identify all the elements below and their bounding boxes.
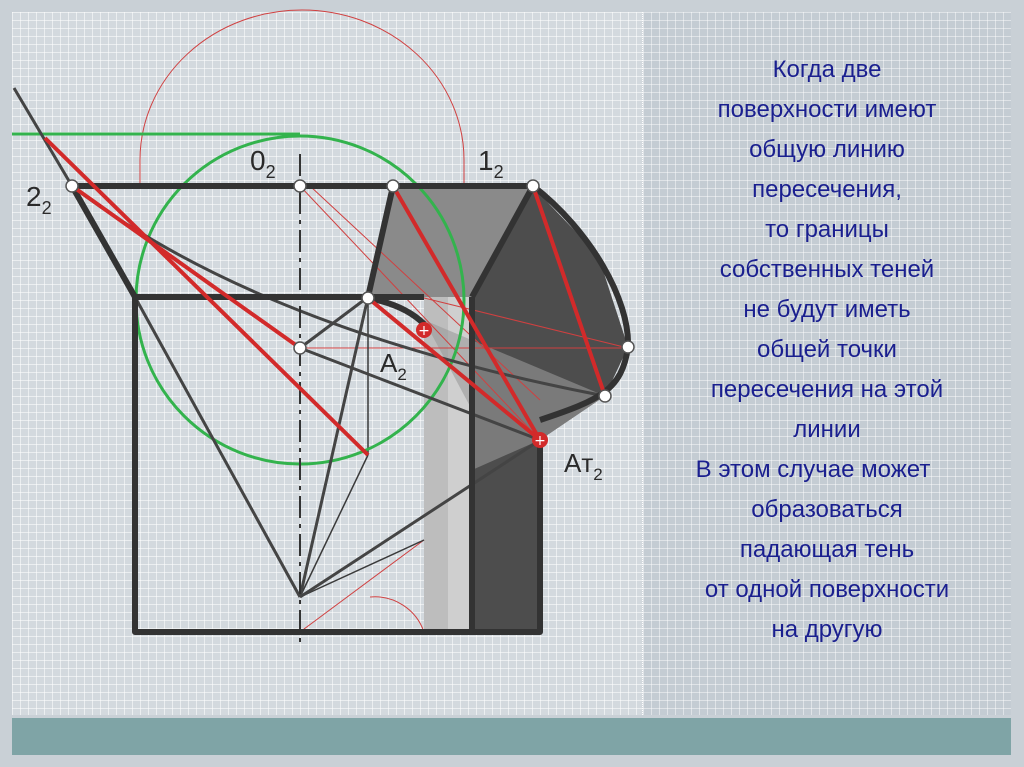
text-line: падающая тень bbox=[739, 536, 915, 563]
text-line: общую линию bbox=[749, 136, 905, 163]
text-line: собственных теней bbox=[719, 256, 935, 283]
label-point-1: $1_2$ bbox=[478, 145, 504, 182]
label-center-0: $0_2$ bbox=[250, 145, 276, 182]
point-axis-center bbox=[294, 342, 306, 354]
text-line: пересечения, bbox=[752, 176, 902, 203]
text-line: Когда две bbox=[772, 56, 882, 83]
explanation-text bbox=[643, 0, 1011, 767]
label-point-A: $A_2$ bbox=[380, 348, 407, 384]
text-line: на другую bbox=[771, 616, 883, 643]
point-curve-end bbox=[599, 390, 611, 402]
point-2-marker bbox=[66, 180, 78, 192]
text-line: В этом случае может bbox=[695, 456, 931, 483]
svg-text:+: + bbox=[418, 323, 430, 339]
svg-text:+: + bbox=[534, 433, 546, 449]
text-line: образоваться bbox=[751, 496, 903, 523]
text-line: то границы bbox=[765, 216, 889, 243]
text-line: не будут иметь bbox=[743, 296, 911, 323]
point-shoulder bbox=[362, 292, 374, 304]
text-line: поверхности имеют bbox=[717, 96, 937, 123]
point-top-axis bbox=[294, 180, 306, 192]
text-line: линии bbox=[793, 416, 861, 443]
label-point-At: $Aт_2$ bbox=[564, 448, 603, 484]
point-right-extreme bbox=[622, 341, 634, 353]
text-line: пересечения на этой bbox=[710, 376, 944, 403]
label-point-2: $2_2$ bbox=[26, 181, 52, 218]
point-1-marker bbox=[527, 180, 539, 192]
text-line: общей точки bbox=[757, 336, 897, 363]
point-top-left-edge bbox=[387, 180, 399, 192]
text-line: от одной поверхности bbox=[704, 576, 950, 603]
